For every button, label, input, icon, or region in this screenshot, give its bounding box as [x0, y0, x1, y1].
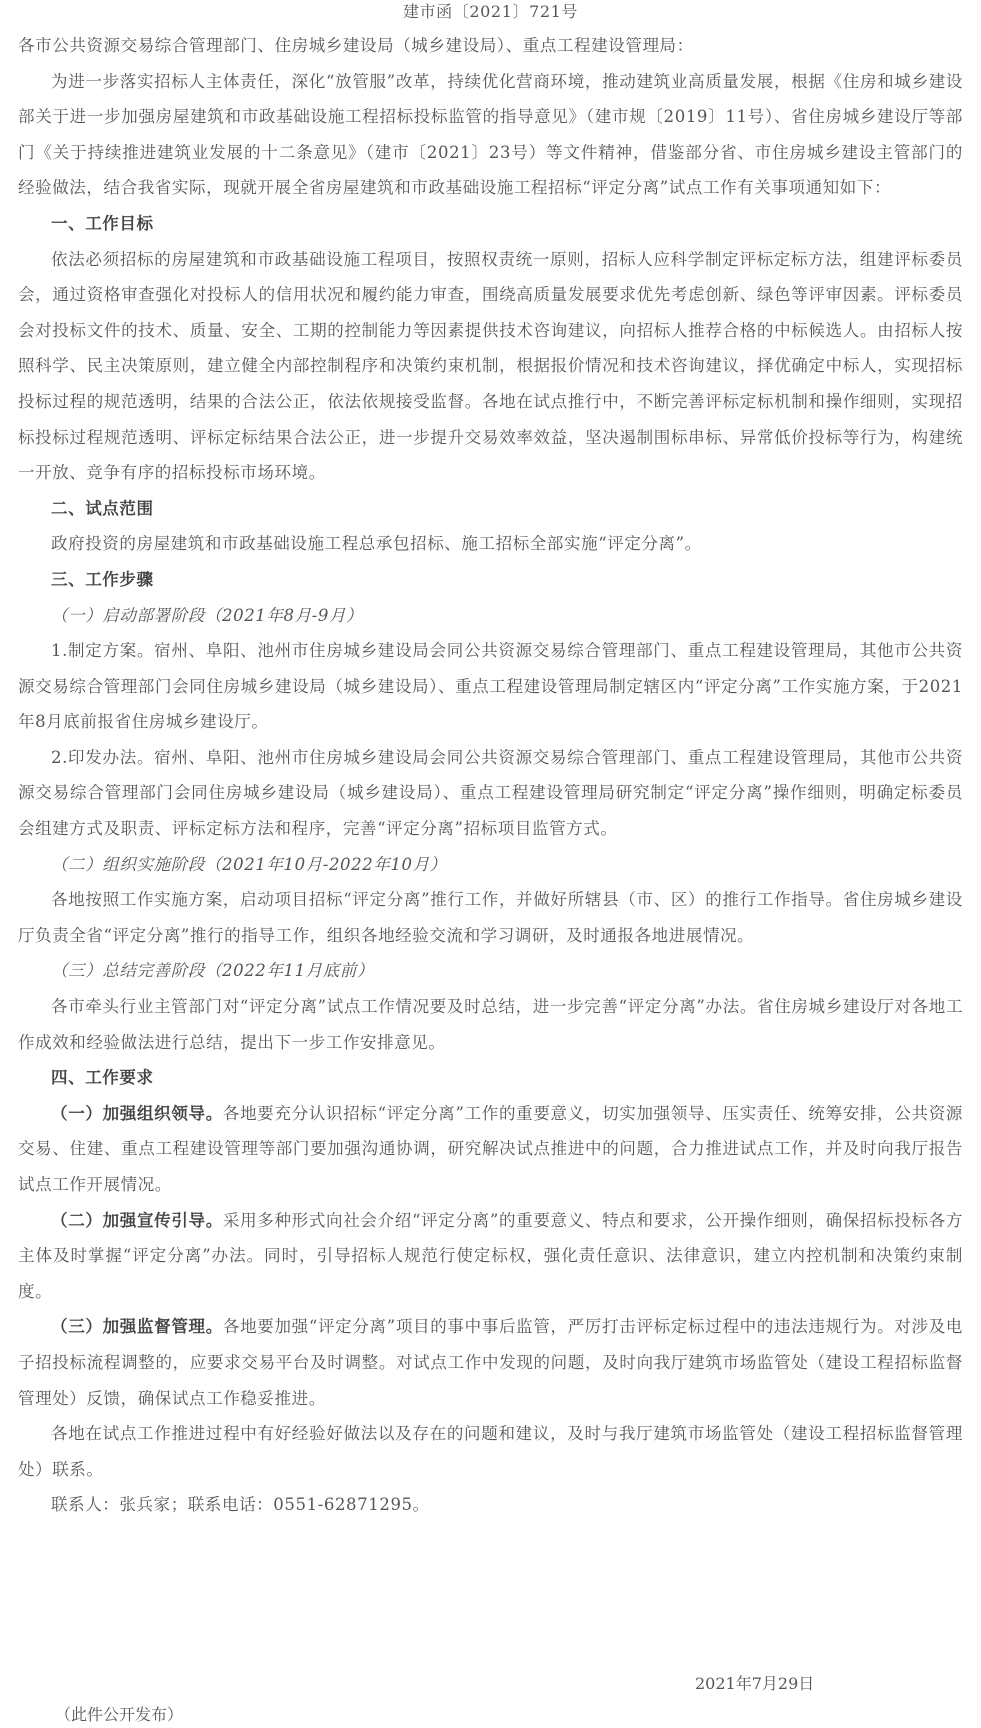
requirement-3-lead: （三）加强监督管理。	[51, 1317, 223, 1337]
phase-1-item-2: 2.印发办法。宿州、阜阳、池州市住房城乡建设局会同公共资源交易综合管理部门、重点工程建设管理局，其他市公共资源交易综合管理部门会同住房城乡建设局（城乡建设局）、重点工程建设管理局研究制定“评定分离”操作细则，明确定标委员会组建方式及职责、评标定标方法和程序，完善“评定分离”招标项目监管方式。	[18, 747, 963, 839]
section-1-body: 依法必须招标的房屋建筑和市政基础设施工程项目，按照权责统一原则，招标人应科学制定评标定标方法，组建评标委员会，通过资格审查强化对投标人的信用状况和履约能力审查，围绕高质量发展要求优先考虑创新、绿色等评审因素。评标委员会对投标文件的技术、质量、安全、工期的控制能力等因素提供技术咨询建议，向招标人推荐合格的中标候选人。由招标人按照科学、民主决策原则，建立健全内部控制程序和决策约束机制，根据报价情况和技术咨询建议，择优确定中标人，实现招标投标过程的规范透明，结果的合法公正，依法依规接受监督。各地在试点推行中，不断完善评标定标机制和操作细则，实现招标投标过程规范透明、评标定标结果合法公正，进一步提升交易效率效益，坚决遏制围标串标、异常低价投标等行为，构建统一开放、竞争有序的招标投标市场环境。	[18, 249, 963, 483]
requirement-2-body: 采用多种形式向社会介绍“评定分离”的重要意义、特点和要求，公开操作细则，确保招标投标各方主体及时掌握“评定分离”办法。同时，引导招标人规范行使定标权，强化责任意识、法律意识，建立内控机制和决策约束制度。	[18, 1210, 963, 1301]
section-4-heading: 四、工作要求	[51, 1068, 154, 1088]
document-body	[18, 0, 963, 1523]
section-1-heading: 一、工作目标	[51, 213, 154, 233]
requirement-3	[18, 1309, 963, 1416]
addressee: 各市公共资源交易综合管理部门、住房城乡建设局（城乡建设局）、重点工程建设管理局：	[18, 36, 694, 55]
phase-2-body: 各地按照工作实施方案，启动项目招标“评定分离”推行工作，并做好所辖县（市、区）的推行工作指导。省住房城乡建设厅负责全省“评定分离”推行的指导工作，组织各地经验交流和学习调研，及时通报各地进展情况。	[18, 890, 963, 945]
publish-note: （此件公开发布）	[55, 1705, 184, 1724]
contact-line: 联系人：张兵家；联系电话：0551-62871295。	[51, 1495, 430, 1515]
requirement-1-lead: （一）加强组织领导。	[51, 1103, 223, 1123]
document-number: 建市函〔2021〕721号	[402, 2, 579, 21]
phase-3-heading: （三）总结完善阶段（2022年11月底前）	[51, 961, 375, 981]
requirement-1	[18, 1096, 963, 1203]
section-3-heading: 三、工作步骤	[51, 569, 154, 589]
phase-2-heading: （二）组织实施阶段（2021年10月-2022年10月）	[51, 854, 447, 874]
requirement-2-lead: （二）加强宣传引导。	[51, 1210, 223, 1230]
requirement-2	[18, 1203, 963, 1310]
requirement-3-body: 各地要加强“评定分离”项目的事中事后监管，严厉打击评标定标过程中的违法违规行为。对涉及电子招投标流程调整的，应要求交易平台及时调整。对试点工作中发现的问题，及时向我厅建筑市场监管处（建设工程招标监督管理处）反馈，确保试点工作稳妥推进。	[18, 1317, 963, 1408]
phase-1-heading: （一）启动部署阶段（2021年8月-9月）	[51, 605, 364, 625]
phase-1-item-1: 1.制定方案。宿州、阜阳、池州市住房城乡建设局会同公共资源交易综合管理部门、重点工程建设管理局，其他市公共资源交易综合管理部门会同住房城乡建设局（城乡建设局）、重点工程建设管理局制定辖区内“评定分离”工作实施方案，于2021年8月底前报省住房城乡建设厅。	[18, 641, 963, 732]
intro-paragraph: 为进一步落实招标人主体责任，深化“放管服”改革，持续优化营商环境，推动建筑业高质量发展，根据《住房和城乡建设部关于进一步加强房屋建筑和市政基础设施工程招标投标监管的指导意见》（建市规〔2019〕11号）、省住房城乡建设厅等部门《关于持续推进建筑业发展的十二条意见》（建市〔2021〕23号）等文件精神，借鉴部分省、市住房城乡建设主管部门的经验做法，结合我省实际，现就开展全省房屋建筑和市政基础设施工程招标“评定分离”试点工作有关事项通知如下：	[18, 71, 963, 198]
issue-date: 2021年7月29日	[695, 1674, 815, 1693]
section-2-heading: 二、试点范围	[51, 498, 154, 518]
closing-paragraph: 各地在试点工作推进过程中有好经验好做法以及存在的问题和建议，及时与我厅建筑市场监管处（建设工程招标监督管理处）联系。	[18, 1424, 963, 1479]
requirement-1-body: 各地要充分认识招标“评定分离”工作的重要意义，切实加强领导、压实责任、统筹安排，公共资源交易、住建、重点工程建设管理等部门要加强沟通协调，研究解决试点推进中的问题，合力推进试点工作，并及时向我厅报告试点工作开展情况。	[18, 1103, 963, 1194]
section-2-body: 政府投资的房屋建筑和市政基础设施工程总承包招标、施工招标全部实施“评定分离”。	[51, 534, 702, 554]
phase-3-body: 各市牵头行业主管部门对“评定分离”试点工作情况要及时总结，进一步完善“评定分离”办法。省住房城乡建设厅对各地工作成效和经验做法进行总结，提出下一步工作安排意见。	[18, 997, 963, 1052]
